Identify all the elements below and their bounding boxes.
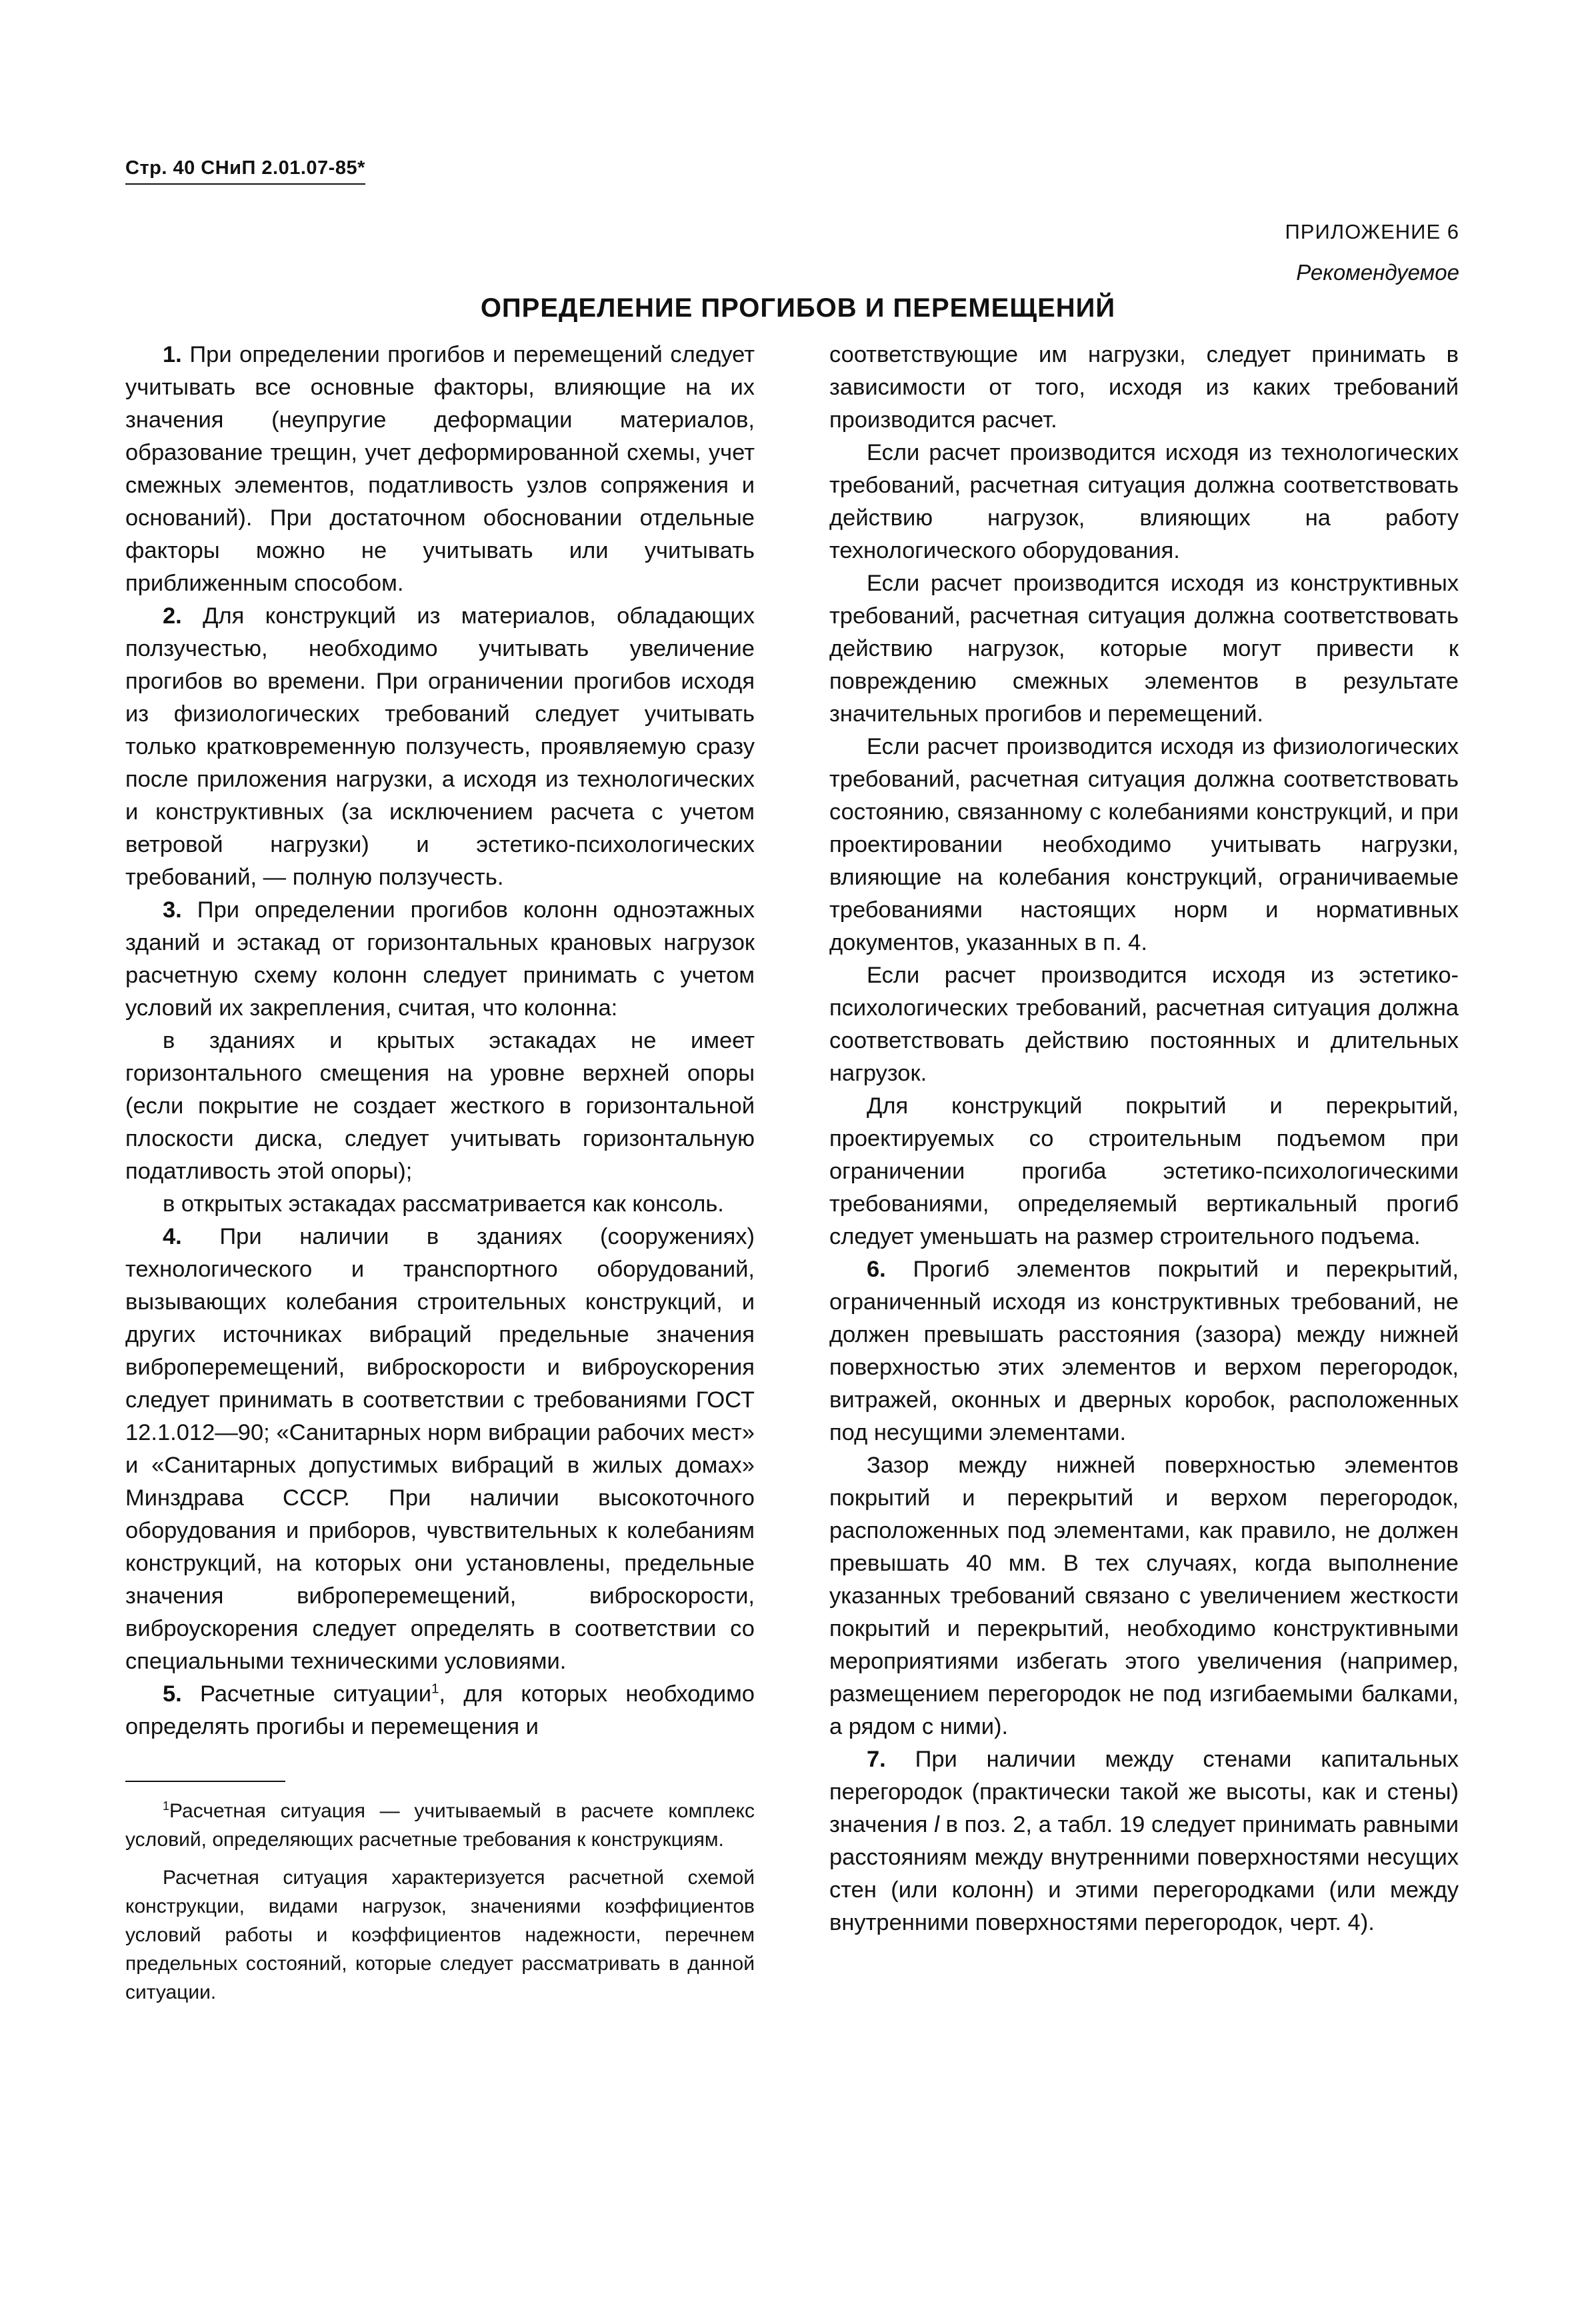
paragraph-4 [125,1221,755,1678]
appendix-label: ПРИЛОЖЕНИЕ 6 [1285,220,1459,243]
paragraph-number: 3. [163,897,182,923]
paragraph-3a: в зданиях и крытых эстакадах не имеет горизонтального смещения на уровне верхней опоры (если покрытие не создает жесткого в горизонтальной плоскости диска, следует учитывать горизонтальную податливость этой опоры); [125,1028,755,1184]
paragraph-1 [125,339,755,600]
footnote-text: Расчетная ситуация — учитываемый в расчете комплекс условий, определяющих расчетные требования к конструкциям. [125,1800,755,1851]
paragraph-5d: Если расчет производится исходя из физиологических требований, расчетная ситуация должна соответствовать состоянию, связанному с колебаниями конструкций, и при проектировании необходимо учитывать нагрузки, влияющие на колебания конструкций, ограничиваемые требованиями настоящих норм и нормативных документов, указанных в п. 4. [829,734,1459,955]
paragraph-text: в поз. 2, а табл. 19 следует принимать равными расстояниям между внутренними поверхностями несущих стен (или колонн) и этими перегородками (или между внутренними поверхностями перегородок, черт. 4). [829,1812,1459,1935]
paragraph-number: 1. [163,342,182,367]
paragraph-text: При определении прогибов и перемещений следует учитывать все основные факторы, влияющие на их значения (неупругие деформации материалов, образование трещин, учет деформированной схемы, учет смежных элементов, податливость узлов сопряжения и оснований). При достаточном обосновании отдельные факторы можно не учитывать или учитывать приближенным способом. [125,342,755,596]
paragraph-5e: Если расчет производится исходя из эстетико-психологических требований, расчетная ситуация должна соответствовать действию постоянных и длительных нагрузок. [829,963,1459,1086]
footnote-marker: 1 [163,1799,170,1813]
paragraph-text: Расчетные ситуации [181,1681,431,1707]
footnote-2: Расчетная ситуация характеризуется расчетной схемой конструкции, видами нагрузок, значениями коэффициентов условий работы и коэффициентов надежности, перечнем предельных состояний, которые следует рассматривать в данной ситуации. [125,1867,755,2003]
paragraph-number: 4. [163,1224,182,1249]
paragraph-2 [125,600,755,894]
paragraph-text: При наличии между стенами капитальных перегородок (практически такой же высоты, как и стены) значения [829,1747,1459,1837]
paragraph-6b: Зазор между нижней поверхностью элементов покрытий и перекрытий и верхом перегородок, расположенных под элементами, как правило, не должен превышать 40 мм. В тех случаях, когда выполнение указанных требований связано с увеличением жесткости покрытий и перекрытий, необходимо конструктивными мероприятиями избегать этого увеличения (например, размещением перегородок не под изгибаемыми балками, а рядом с ними). [829,1453,1459,1739]
paragraph-5b: Если расчет производится исходя из технологических требований, расчетная ситуация должна соответствовать действию нагрузок, влияющих на работу технологического оборудования. [829,440,1459,563]
paragraph-5c: Если расчет производится исходя из конструктивных требований, расчетная ситуация должна соответствовать действию нагрузок, которые могут привести к повреждению смежных элементов в результате значительных прогибов и перемещений. [829,571,1459,727]
paragraph-number: 6. [867,1257,886,1282]
paragraph-text: Прогиб элементов покрытий и перекрытий, ограниченный исходя из конструктивных требований, не должен превышать расстояния (зазора) между нижней поверхностью этих элементов и верхом перегородок, витражей, оконных и дверных коробок, расположенных под несущими элементами. [829,1257,1459,1445]
paragraph-text: , для которых необходимо определять прогибы и перемещения и [125,1681,755,1739]
paragraph-6 [829,1253,1459,1449]
document-title: ОПРЕДЕЛЕНИЕ ПРОГИБОВ И ПЕРЕМЕЩЕНИЙ [480,293,1116,323]
footnote-separator [125,1781,285,1782]
right-column [829,339,1459,1939]
paragraph-text: При определении прогибов колонн одноэтажных зданий и эстакад от горизонтальных крановых нагрузок расчетную схему колонн следует принимать с учетом условий их закрепления, считая, что колонна: [125,897,755,1021]
footnotes [125,1797,755,2007]
paragraph-5f: Для конструкций покрытий и перекрытий, проектируемых со строительным подъемом при ограничении прогиба эстетико-психологическими требованиями, определяемый вертикальный прогиб следует уменьшать на размер строительного подъема. [829,1093,1459,1249]
appendix-note: Рекомендуемое [1296,260,1459,285]
paragraph-3 [125,894,755,1025]
paragraph-number: 7. [867,1747,886,1772]
paragraph-5-continued: соответствующие им нагрузки, следует принимать в зависимости от того, исходя из каких требований производится расчет. [829,342,1459,433]
paragraph-number: 2. [163,603,182,629]
footnote-ref: 1 [431,1681,439,1697]
paragraph-text: При наличии в зданиях (сооружениях) технологического и транспортного оборудований, вызывающих колебания строительных конструкций, и других источниках вибраций предельные значения виброперемещений, виброскорости и виброускорения следует принимать в соответствии с требованиями ГОСТ 12.1.012—90; «Санитарных норм вибрации рабочих мест» и «Санитарных допустимых вибраций в жилых домах» Минздрава СССР. При наличии высокоточного оборудования и приборов, чувствительных к колебаниям конструкций, на которых они установлены, предельные значения виброперемещений, виброскорости, виброускорения следует определять в соответствии со специальными техническими условиями. [125,1224,755,1674]
variable-l: l [934,1812,939,1837]
paragraph-7 [829,1743,1459,1939]
paragraph-3b: в открытых эстакадах рассматривается как консоль. [163,1191,724,1217]
paragraph-5 [125,1678,755,1743]
paragraph-text: Для конструкций из материалов, обладающих ползучестью, необходимо учитывать увеличение прогибов во времени. При ограничении прогибов исходя из физиологических требований следует учитывать только кратковременную ползучесть, проявляемую сразу после приложения нагрузки, а исходя из технологических и конструктивных (за исключением расчета с учетом ветровой нагрузки) и эстетико-психологических требований, — полную ползучесть. [125,603,755,890]
left-column [125,339,755,2016]
page-header: Стр. 40 СНиП 2.01.07-85* [125,157,365,185]
paragraph-number: 5. [163,1681,182,1707]
footnote-1 [125,1797,755,1854]
